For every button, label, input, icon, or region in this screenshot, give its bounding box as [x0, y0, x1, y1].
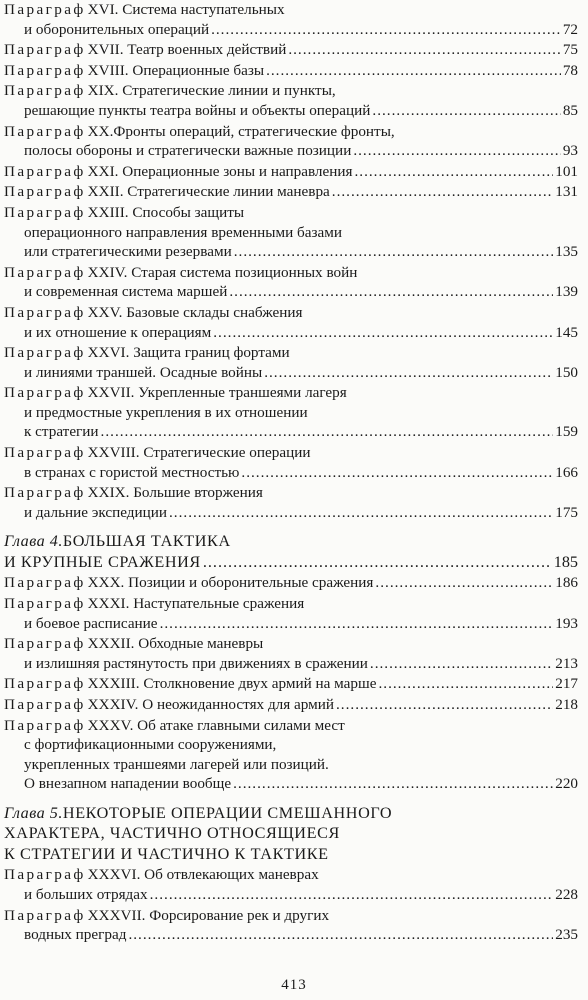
toc-entry: [4, 61, 578, 81]
entry-line: [4, 755, 578, 775]
entry-title-line: XVI. Система наступательных: [87, 1, 285, 18]
entry-title-line: XXXVII. Форсирование рек и других: [87, 906, 330, 924]
dot-leader: [229, 282, 553, 302]
entry-line: [4, 122, 578, 142]
toc-entry: [4, 40, 578, 60]
page-ref[interactable]: 78: [562, 61, 578, 79]
entry-title-line: XXXIV. О неожиданностях для армий: [87, 696, 334, 713]
dot-leader: [128, 925, 553, 945]
toc-entry: [4, 182, 578, 202]
page-ref[interactable]: 166: [555, 463, 578, 481]
toc-entry: [4, 634, 578, 673]
entry-line: [4, 0, 578, 20]
entry-title-line: водных преград: [24, 926, 127, 944]
paragraph-label: Параграф: [4, 635, 86, 653]
entry-title-line: XVII. Театр военных действий: [87, 41, 287, 59]
page-ref[interactable]: 185: [553, 552, 578, 571]
entry-title-line: и дальние экспедиции: [24, 503, 167, 521]
entry-line: [4, 674, 578, 694]
entry-title-line: и излишняя растянутость при движениях в сражении: [24, 654, 368, 672]
page-ref[interactable]: 135: [555, 243, 578, 261]
dot-leader: [336, 695, 553, 715]
dot-leader: [353, 141, 560, 161]
chapter-label: Глава 5.: [4, 803, 63, 822]
entry-line: [4, 803, 578, 824]
entry-line: [4, 695, 578, 715]
dot-leader: [372, 101, 560, 121]
entry-line: [4, 531, 578, 552]
dot-leader: [150, 885, 554, 905]
toc-entry: [4, 122, 578, 161]
entry-line: [4, 263, 578, 283]
entry-line: [4, 182, 578, 202]
entry-title-line: XXXI. Наступательные сражения: [87, 595, 305, 613]
dot-leader: [169, 503, 553, 523]
entry-title-line: или стратегическими резервами: [24, 243, 232, 261]
toc-entry: [4, 203, 578, 262]
entry-title-line: XVIII. Операционные базы: [87, 61, 265, 79]
toc-entry: [4, 865, 578, 904]
entry-line: [4, 906, 578, 926]
entry-title-line: И КРУПНЫЕ СРАЖЕНИЯ: [4, 552, 201, 571]
page-ref[interactable]: 93: [562, 142, 578, 160]
page-ref[interactable]: 145: [555, 323, 578, 341]
paragraph-label: Параграф: [4, 444, 86, 462]
entry-line: [4, 20, 578, 40]
entry-title-line: решающие пункты театра войны и объекты операций: [24, 101, 371, 119]
entry-line: [4, 101, 578, 121]
toc-entry: [4, 594, 578, 633]
page-ref[interactable]: 193: [555, 614, 578, 632]
page-ref[interactable]: 72: [562, 20, 578, 38]
entry-title-line: БОЛЬШАЯ ТАКТИКА: [62, 532, 231, 551]
entry-title-line: О внезапном нападении вообще: [24, 775, 232, 793]
paragraph-label: Параграф: [4, 82, 86, 100]
entry-line: [4, 223, 578, 243]
toc-entry: [4, 573, 578, 593]
chapter-entry: [4, 531, 578, 572]
toc-entry: [4, 716, 578, 794]
entry-line: [4, 323, 578, 343]
toc-entry: [4, 0, 578, 39]
toc-entry: [4, 383, 578, 442]
entry-line: [4, 343, 578, 363]
entry-line: [4, 654, 578, 674]
paragraph-label: Параграф: [4, 303, 86, 321]
chapter-entry: [4, 803, 578, 865]
paragraph-label: Параграф: [4, 263, 86, 281]
entry-title-line: XIX. Стратегические линии и пункты,: [87, 82, 336, 100]
toc-entry: [4, 906, 578, 945]
entry-line: [4, 242, 578, 262]
entry-title-line: с фортификационными сооружениями,: [24, 736, 277, 754]
dot-leader: [203, 552, 552, 573]
paragraph-label: Параграф: [4, 203, 86, 221]
paragraph-label: Параграф: [4, 675, 86, 693]
dot-leader: [234, 242, 554, 262]
entry-title-line: XXIV. Старая система позиционных войн: [87, 263, 358, 281]
entry-line: [4, 61, 578, 81]
paragraph-label: Параграф: [4, 906, 86, 924]
entry-line: [4, 594, 578, 614]
entry-title-line: ХАРАКТЕРА, ЧАСТИЧНО ОТНОСЯЩИЕСЯ: [4, 824, 340, 843]
page-ref[interactable]: 186: [555, 574, 578, 592]
entry-title-line: и предмостные укрепления в их отношении: [24, 403, 308, 421]
entry-line: [4, 363, 578, 383]
entry-title-line: XXVIII. Стратегические операции: [87, 444, 311, 462]
entry-line: [4, 573, 578, 593]
dot-leader: [354, 162, 553, 182]
entry-line: [4, 614, 578, 634]
paragraph-label: Параграф: [4, 716, 86, 734]
entry-title-line: XXXVI. Об отвлекающих маневрах: [87, 866, 319, 884]
page-ref[interactable]: 213: [555, 654, 578, 672]
toc-entry: [4, 674, 578, 694]
entry-line: [4, 403, 578, 423]
entry-title-line: XXIII. Способы защиты: [87, 203, 245, 221]
toc-entry: [4, 443, 578, 482]
page-ref[interactable]: 235: [555, 926, 578, 944]
dot-leader: [213, 323, 553, 343]
entry-line: [4, 162, 578, 182]
entry-title-line: укрепленных траншеями лагерей или позиций.: [24, 755, 329, 773]
entry-title-line: XXVII. Укрепленные траншеями лагеря: [87, 384, 347, 402]
page-ref[interactable]: 131: [555, 183, 578, 201]
toc-entry: [4, 162, 578, 182]
entry-title-line: XXVI. Защита границ фортами: [87, 344, 290, 362]
entry-title-line: полосы обороны и стратегически важные позиции: [24, 142, 352, 160]
entry-title-line: XXIX. Большие вторжения: [87, 484, 263, 502]
entry-title-line: и оборонительных операций: [24, 20, 210, 38]
entry-title-line: и линиями траншей. Осадные войны: [24, 363, 263, 381]
paragraph-label: Параграф: [4, 696, 86, 713]
paragraph-label: Параграф: [4, 574, 86, 592]
entry-title-line: операционного направления временными базами: [24, 223, 342, 241]
dot-leader: [241, 463, 553, 483]
paragraph-label: Параграф: [4, 162, 86, 180]
entry-line: [4, 503, 578, 523]
entry-title-line: XXI. Операционные зоны и направления: [87, 162, 353, 180]
toc-entry: [4, 483, 578, 522]
dot-leader: [266, 61, 561, 81]
entry-title-line: к стратегии: [24, 423, 99, 441]
entry-line: [4, 203, 578, 223]
entry-title-line: в странах с гористой местностью: [24, 463, 240, 481]
paragraph-label: Параграф: [4, 1, 86, 18]
toc-entry: [4, 303, 578, 342]
dot-leader: [375, 573, 553, 593]
entry-line: [4, 865, 578, 885]
page-ref[interactable]: 175: [555, 503, 578, 521]
entry-line: [4, 844, 578, 865]
page-ref[interactable]: 139: [555, 283, 578, 301]
table-of-contents: [4, 0, 578, 945]
entry-line: [4, 303, 578, 323]
entry-title-line: XX.Фронты операций, стратегические фронты,: [87, 122, 395, 140]
entry-title-line: и больших отрядах: [24, 886, 148, 904]
dot-leader: [264, 363, 553, 383]
entry-line: [4, 443, 578, 463]
paragraph-label: Параграф: [4, 866, 86, 884]
entry-title-line: XXV. Базовые склады снабжения: [87, 303, 303, 321]
entry-title-line: XXXIII. Столкновение двух армий на марше: [87, 675, 377, 693]
entry-title-line: и их отношение к операциям: [24, 323, 212, 341]
dot-leader: [211, 20, 561, 40]
toc-entry: [4, 263, 578, 302]
entry-line: [4, 823, 578, 844]
entry-line: [4, 634, 578, 654]
entry-line: [4, 463, 578, 483]
dot-leader: [370, 654, 553, 674]
entry-line: [4, 716, 578, 736]
entry-line: [4, 282, 578, 302]
entry-title-line: XXII. Стратегические линии маневра: [87, 183, 330, 201]
dot-leader: [288, 40, 560, 60]
page-ref[interactable]: 228: [555, 886, 578, 904]
entry-title-line: и боевое расписание: [24, 614, 158, 632]
entry-line: [4, 885, 578, 905]
toc-entry: [4, 695, 578, 715]
dot-leader: [101, 422, 554, 442]
entry-title-line: XXXV. Об атаке главными силами мест: [87, 716, 345, 734]
dot-leader: [160, 614, 554, 634]
entry-title-line: XXXII. Обходные маневры: [87, 635, 264, 653]
entry-line: [4, 735, 578, 755]
paragraph-label: Параграф: [4, 183, 86, 201]
paragraph-label: Параграф: [4, 344, 86, 362]
entry-line: [4, 81, 578, 101]
page-ref[interactable]: 150: [555, 363, 578, 381]
entry-line: [4, 383, 578, 403]
entry-line: [4, 422, 578, 442]
paragraph-label: Параграф: [4, 122, 86, 140]
paragraph-label: Параграф: [4, 61, 86, 79]
entry-line: [4, 483, 578, 503]
page-ref[interactable]: 218: [555, 696, 578, 713]
entry-line: [4, 774, 578, 794]
entry-line: [4, 552, 578, 573]
paragraph-label: Параграф: [4, 41, 86, 59]
entry-title-line: и современная система маршей: [24, 283, 228, 301]
dot-leader: [378, 674, 553, 694]
entry-title-line: К СТРАТЕГИИ И ЧАСТИЧНО К ТАКТИКЕ: [4, 844, 329, 863]
paragraph-label: Параграф: [4, 595, 86, 613]
paragraph-label: Параграф: [4, 384, 86, 402]
page-ref[interactable]: 220: [555, 775, 578, 793]
page-number: 413: [281, 977, 307, 993]
toc-entry: [4, 81, 578, 120]
page-ref[interactable]: 85: [562, 101, 578, 119]
entry-title-line: XXX. Позиции и оборонительные сражения: [87, 574, 374, 592]
dot-leader: [332, 182, 553, 202]
page-ref[interactable]: 217: [555, 675, 578, 693]
page-ref[interactable]: 101: [555, 162, 578, 180]
page-ref[interactable]: 159: [555, 423, 578, 441]
entry-line: [4, 925, 578, 945]
entry-title-line: НЕКОТОРЫЕ ОПЕРАЦИИ СМЕШАННОГО: [62, 803, 393, 822]
chapter-label: Глава 4.: [4, 532, 63, 551]
entry-line: [4, 40, 578, 60]
page-ref[interactable]: 75: [562, 41, 578, 59]
toc-entry: [4, 343, 578, 382]
dot-leader: [233, 774, 553, 794]
paragraph-label: Параграф: [4, 484, 86, 502]
entry-line: [4, 141, 578, 161]
